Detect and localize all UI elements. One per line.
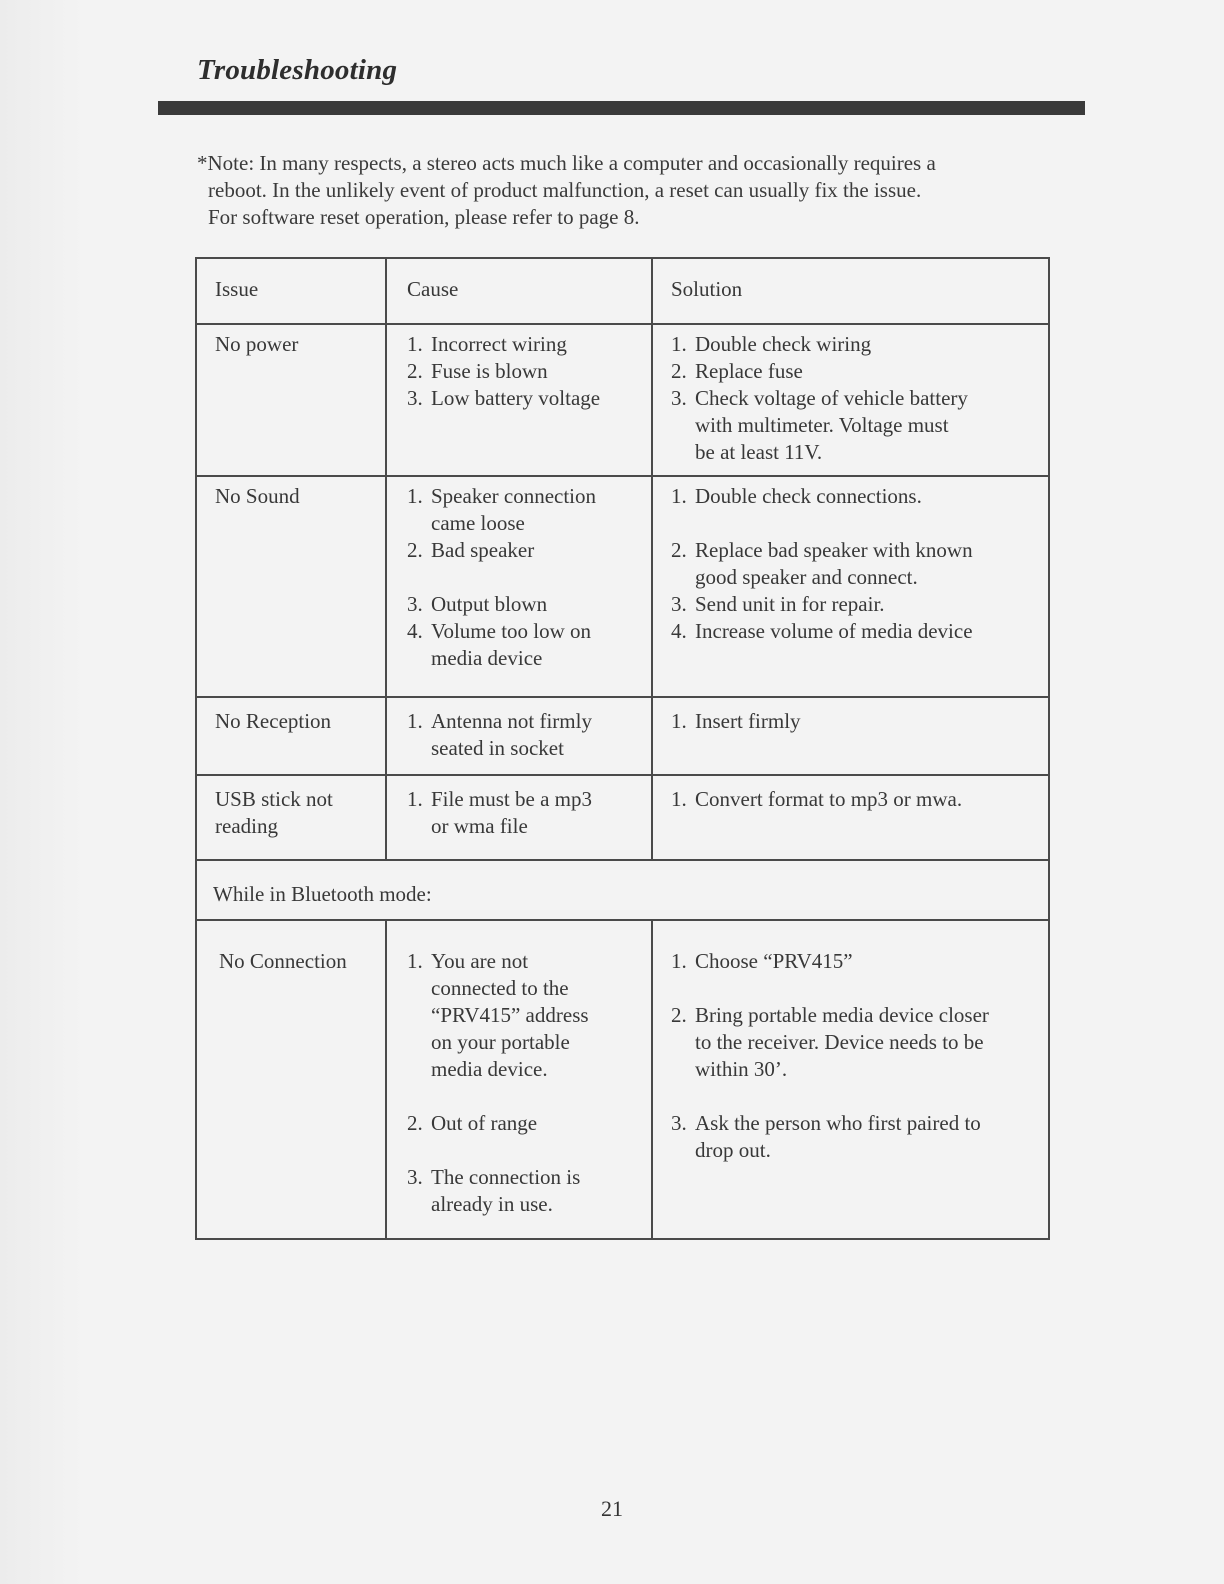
solution-item	[671, 537, 1040, 591]
item-text: Double check connections.	[695, 484, 922, 508]
item-number: 1.	[407, 484, 423, 508]
table-row	[196, 775, 1049, 860]
item-line: media device	[431, 646, 543, 670]
item-text: Fuse is blown	[431, 359, 548, 383]
item-line: with multimeter. Voltage must	[695, 413, 949, 437]
item-line: File must be a mp3	[431, 787, 592, 811]
cause-item	[407, 1110, 643, 1137]
issue-line: USB stick not	[215, 787, 333, 811]
header-cell-cause	[386, 258, 652, 324]
item-number: 1.	[407, 787, 423, 811]
item-line: Bring portable media device closer	[695, 1003, 989, 1027]
table-row	[196, 324, 1049, 476]
item-number: 1.	[671, 709, 687, 733]
item-number: 2.	[671, 359, 687, 383]
item-line: good speaker and connect.	[695, 565, 918, 589]
solution-item	[671, 385, 1040, 466]
issue-cell	[196, 775, 386, 860]
item-number: 3.	[407, 1165, 423, 1189]
cause-cell	[386, 476, 652, 697]
item-text: Output blown	[431, 592, 548, 616]
item-number: 1.	[671, 787, 687, 811]
item-line: media device.	[431, 1057, 548, 1081]
header-issue: Issue	[215, 277, 259, 301]
item-number: 4.	[407, 619, 423, 643]
note-line: For software reset operation, please refer to page 8.	[208, 205, 640, 229]
item-number: 2.	[407, 1111, 423, 1135]
item-line: Speaker connection	[431, 484, 597, 508]
issue-line: reading	[215, 814, 278, 838]
solution-item	[671, 618, 1040, 645]
cause-item	[407, 591, 643, 618]
scan-edge-shadow	[0, 0, 82, 1584]
item-line: to the receiver. Device needs to be	[695, 1030, 984, 1054]
item-number: 3.	[407, 592, 423, 616]
note-paragraph	[197, 150, 1057, 231]
bluetooth-section-label: While in Bluetooth mode:	[213, 882, 432, 906]
item-text: Replace fuse	[695, 359, 803, 383]
item-line: connected to the	[431, 976, 569, 1000]
solution-item	[671, 358, 1040, 385]
cause-item	[407, 537, 643, 564]
table-header-row	[196, 258, 1049, 324]
item-number: 1.	[407, 332, 423, 356]
item-line: The connection is	[431, 1165, 581, 1189]
note-line: reboot. In the unlikely event of product malfunction, a reset can usually fix the issue.	[208, 178, 922, 202]
table-row	[196, 697, 1049, 775]
item-number: 2.	[671, 1003, 687, 1027]
item-number: 2.	[671, 538, 687, 562]
item-line: already in use.	[431, 1192, 553, 1216]
item-line: Check voltage of vehicle battery	[695, 386, 968, 410]
issue-text: No Sound	[215, 484, 300, 508]
item-text: Out of range	[431, 1111, 538, 1135]
cause-cell	[386, 324, 652, 476]
item-text: Send unit in for repair.	[695, 592, 885, 616]
item-number: 1.	[407, 949, 423, 973]
item-number: 1.	[407, 709, 423, 733]
solution-cell	[652, 697, 1049, 775]
item-number: 2.	[407, 359, 423, 383]
solution-cell	[652, 324, 1049, 476]
issue-cell	[196, 476, 386, 697]
page-title: Troubleshooting	[197, 54, 398, 86]
item-line: seated in socket	[431, 736, 564, 760]
item-text: Double check wiring	[695, 332, 872, 356]
solution-item	[671, 708, 1040, 735]
page-number: 21	[601, 1496, 623, 1521]
item-line: Antenna not firmly	[431, 709, 592, 733]
table-row	[196, 920, 1049, 1239]
solution-item	[671, 1002, 1040, 1083]
troubleshooting-table	[195, 257, 1050, 1240]
item-line: within 30’.	[695, 1057, 788, 1081]
cause-item	[407, 358, 643, 385]
cause-item	[407, 948, 643, 1083]
issue-cell	[196, 697, 386, 775]
header-solution: Solution	[671, 277, 743, 301]
header-cell-solution	[652, 258, 1049, 324]
solution-item	[671, 948, 1040, 975]
cause-item	[407, 786, 643, 840]
item-line: be at least 11V.	[695, 440, 823, 464]
bluetooth-section-cell	[196, 860, 1049, 920]
item-text: Insert firmly	[695, 709, 801, 733]
item-number: 3.	[671, 1111, 687, 1135]
item-line: Volume too low on	[431, 619, 592, 643]
issue-cell	[196, 324, 386, 476]
note-line: *Note: In many respects, a stereo acts much like a computer and occasionally requires a	[197, 151, 936, 175]
cause-cell	[386, 775, 652, 860]
item-text: Choose “PRV415”	[695, 949, 853, 973]
item-number: 3.	[671, 592, 687, 616]
cause-item	[407, 708, 643, 762]
cause-item	[407, 385, 643, 412]
item-text: Incorrect wiring	[431, 332, 567, 356]
solution-cell	[652, 476, 1049, 697]
item-text: Increase volume of media device	[695, 619, 973, 643]
item-number: 3.	[407, 386, 423, 410]
bluetooth-section-row	[196, 860, 1049, 920]
solution-cell	[652, 775, 1049, 860]
item-number: 4.	[671, 619, 687, 643]
issue-text	[197, 776, 385, 840]
item-line: “PRV415” address	[431, 1003, 589, 1027]
item-line: or wma file	[431, 814, 528, 838]
issue-cell	[196, 920, 386, 1239]
solution-item	[671, 591, 1040, 618]
item-line: Replace bad speaker with known	[695, 538, 973, 562]
issue-text: No power	[215, 332, 299, 356]
item-number: 1.	[671, 484, 687, 508]
item-text: Convert format to mp3 or mwa.	[695, 787, 963, 811]
cause-item	[407, 1164, 643, 1218]
solution-cell	[652, 920, 1049, 1239]
header-cell-issue	[196, 258, 386, 324]
header-cause: Cause	[407, 277, 459, 301]
item-number: 1.	[671, 332, 687, 356]
item-number: 3.	[671, 386, 687, 410]
cause-item	[407, 483, 643, 537]
cause-item	[407, 331, 643, 358]
item-line: on your portable	[431, 1030, 570, 1054]
solution-item	[671, 1110, 1040, 1164]
solution-item	[671, 331, 1040, 358]
solution-item	[671, 483, 1040, 510]
title-rule	[158, 101, 1085, 115]
item-line: drop out.	[695, 1138, 771, 1162]
item-number: 1.	[671, 949, 687, 973]
cause-cell	[386, 697, 652, 775]
item-number: 2.	[407, 538, 423, 562]
item-line: came loose	[431, 511, 525, 535]
item-text: Low battery voltage	[431, 386, 601, 410]
table-row	[196, 476, 1049, 697]
cause-item	[407, 618, 643, 672]
item-line: Ask the person who first paired to	[695, 1111, 981, 1135]
solution-item	[671, 786, 1040, 813]
issue-text: No Connection	[219, 949, 347, 973]
cause-cell	[386, 920, 652, 1239]
item-text: Bad speaker	[431, 538, 535, 562]
item-line: You are not	[431, 949, 529, 973]
issue-text: No Reception	[215, 709, 332, 733]
